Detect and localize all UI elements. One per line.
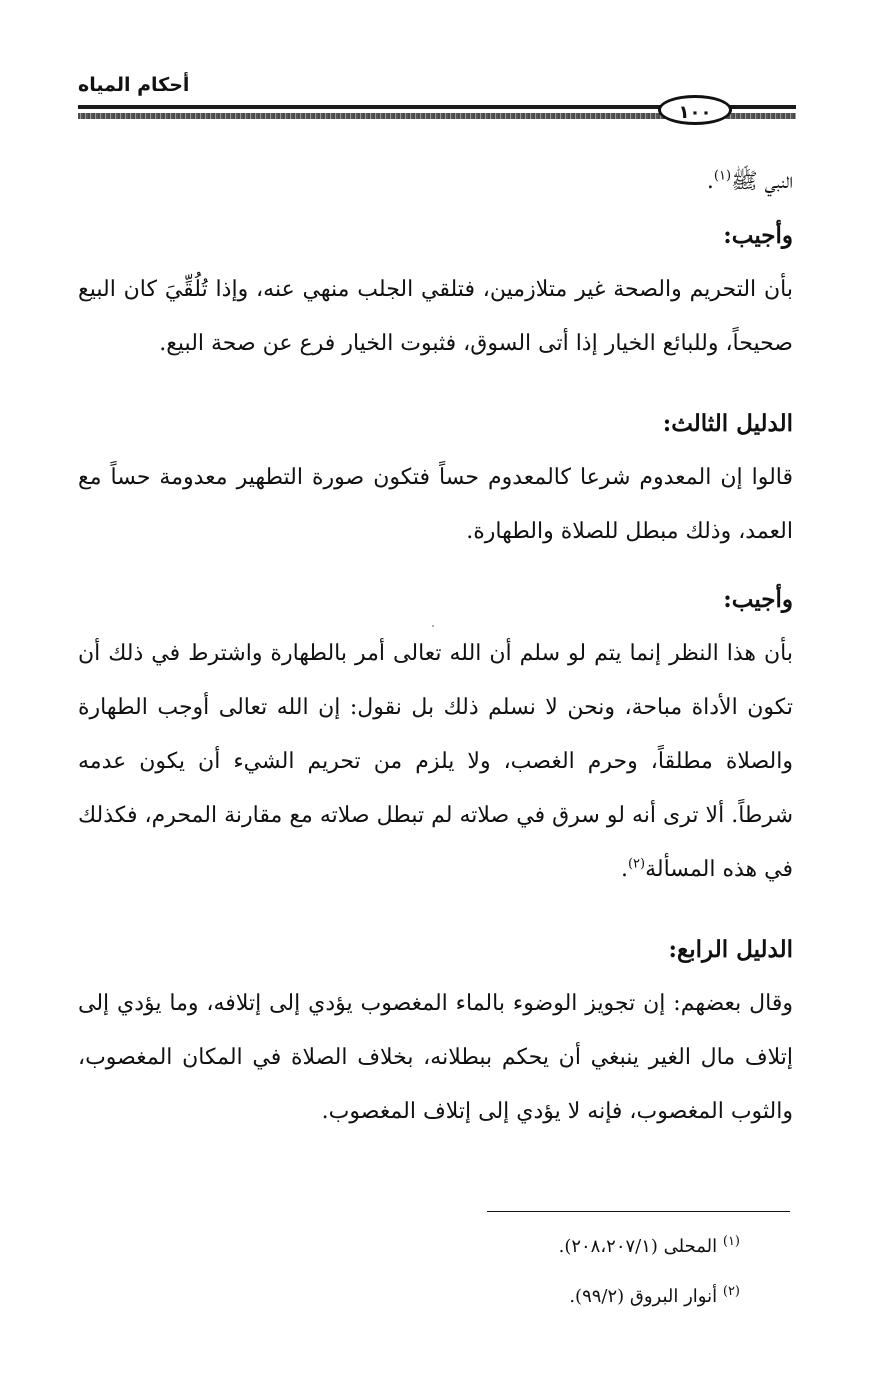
continuation-text: النبي ﷺ xyxy=(731,169,793,194)
footnote-ref-2: (٢) xyxy=(627,856,646,872)
continuation-line xyxy=(78,155,793,209)
answer-2-heading: وأجيب: xyxy=(723,586,793,613)
footnote-ref-1: (١) xyxy=(713,168,732,184)
footnote-separator xyxy=(487,1211,790,1212)
footnote-1-marker: (١) xyxy=(722,1234,740,1249)
answer-1-heading: وأجيب: xyxy=(723,222,793,249)
evidence-4-heading: الدليل الرابع: xyxy=(668,936,793,963)
running-header-title: أحكام المياه xyxy=(78,74,190,96)
page-body xyxy=(78,155,793,1139)
evidence-3-heading: الدليل الثالث: xyxy=(662,410,793,437)
footnote-2-text: أنوار البروق (٩٩/٢). xyxy=(569,1286,718,1307)
footnotes xyxy=(300,1222,740,1322)
answer-1-paragraph: بأن التحريم والصحة غير متلازمين، فتلقي الجلب منهي عنه، وإذا تُلُقِّيَ كان البيع صحيحاً، وللبائع الخيار إذا أتى السوق، فثبوت الخيار فرع عن صحة البيع. xyxy=(78,277,793,356)
continuation-end: . xyxy=(706,169,714,194)
page-number: ١٠٠ xyxy=(658,95,732,125)
answer-2-paragraph xyxy=(78,627,793,897)
footnote-1 xyxy=(300,1222,740,1272)
evidence-3-paragraph: قالوا إن المعدوم شرعا كالمعدوم حساً فتكون صورة التطهير معدومة حساً مع العمد، وذلك مبطل للصلاة والطهارة. xyxy=(78,465,793,544)
evidence-4-paragraph: وقال بعضهم: إن تجويز الوضوء بالماء المغصوب يؤدي إلى إتلافه، وما يؤدي إلى إتلاف مال الغير ينبغي أن يحكم ببطلانه، بخلاف الصلاة في المكان المغصوب، والثوب المغصوب، فإنه لا يؤدي إلى إتلاف المغصوب. xyxy=(78,991,793,1124)
answer-2-end: . xyxy=(620,857,628,882)
scan-speck xyxy=(432,625,434,627)
answer-2-text: بأن هذا النظر إنما يتم لو سلم أن الله تعالى أمر بالطهارة واشترط في ذلك أن تكون الأداة مباحة، ونحن لا نسلم ذلك بل نقول: إن الله تعالى أوجب الطهارة والصلاة مطلقاً، وحرم الغصب، ولا يلزم من تحريم الشيء أن يكون عدمه شرطاً. ألا ترى أنه لو سرق في صلاته لم تبطل صلاته مع مقارنة المحرم، فكذلك في هذه المسألة xyxy=(78,641,793,882)
footnote-2-marker: (٢) xyxy=(722,1284,740,1299)
footnote-2 xyxy=(300,1272,740,1322)
footnote-1-text: المحلى (٢٠٨،٢٠٧/١). xyxy=(558,1236,718,1257)
